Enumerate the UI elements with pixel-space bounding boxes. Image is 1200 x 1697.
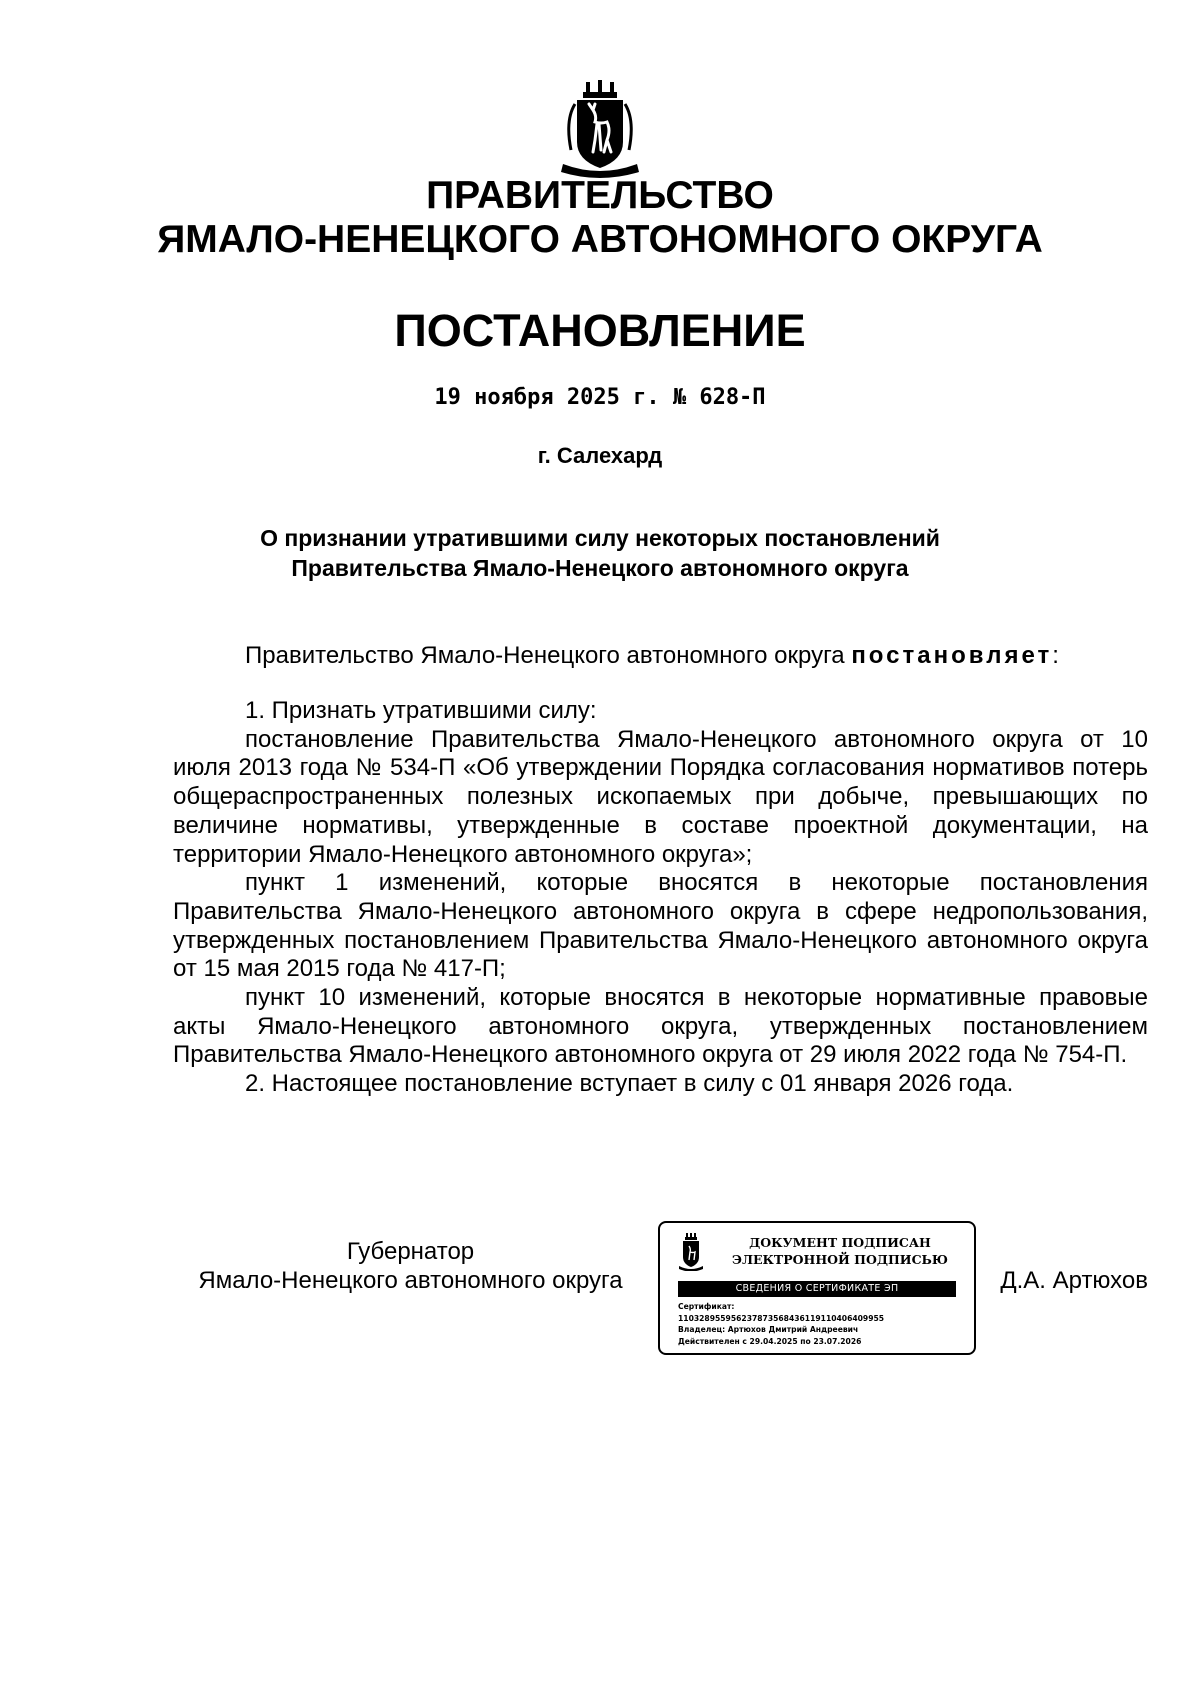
- decree-item: 1. Признать утратившими силу:: [245, 697, 597, 724]
- preamble: [173, 642, 1148, 671]
- decree-items: [173, 697, 1148, 1099]
- stamp-emblem-icon: [678, 1233, 704, 1271]
- certificate-validity: Действителен с 29.04.2025 по 23.07.2026: [678, 1336, 862, 1346]
- subject-line-1: О признании утратившими силу некоторых постановлений: [260, 525, 940, 551]
- government-title-line2: ЯМАЛО-НЕНЕЦКОГО АВТОНОМНОГО ОКРУГА: [157, 218, 1043, 261]
- document-subject: [0, 523, 1200, 583]
- subject-line-2: Правительства Ямало-Ненецкого автономного округа: [291, 555, 909, 581]
- document-type: ПОСТАНОВЛЕНИЕ: [394, 305, 806, 356]
- e-signature-stamp: [658, 1221, 976, 1355]
- certificate-number: 110328955956237873568436119110406409955: [678, 1313, 885, 1323]
- certificate-info-bar: СВЕДЕНИЯ О СЕРТИФИКАТЕ ЭП: [678, 1281, 956, 1297]
- signatory-position-line1: Губернатор: [346, 1238, 475, 1265]
- certificate-owner: Владелец: Артюхов Дмитрий Андреевич: [678, 1325, 859, 1334]
- stamp-title: [720, 1234, 960, 1268]
- signatory-position-line2: Ямало-Ненецкого автономного округа: [198, 1267, 623, 1294]
- decree-item: пункт 10 изменений, которые вносятся в некоторые нормативные правовые акты Ямало-Ненецкого автономного округа, утвержденных постановлением Правительства Ямало-Ненецкого автономного округа от 29 июля 2022 года № 754-П.: [173, 984, 1148, 1069]
- decree-item: 2. Настоящее постановление вступает в силу с 01 января 2026 года.: [245, 1070, 1014, 1098]
- coat-of-arms-icon: [555, 80, 645, 180]
- signatory-position: [173, 1237, 648, 1295]
- decree-item: пункт 1 изменений, которые вносятся в некоторые постановления Правительства Ямало-Ненецкого автономного округа в сфере недропользования, утвержденных постановлением Правительства Ямало-Ненецкого автономного округа от 15 мая 2015 года № 417-П;: [173, 869, 1148, 983]
- signature-block: [173, 1237, 1148, 1377]
- document-city: г. Салехард: [537, 443, 663, 468]
- certificate-label: Сертификат:: [678, 1302, 735, 1311]
- government-title-line1: ПРАВИТЕЛЬСТВО: [426, 174, 774, 217]
- decree-item: постановление Правительства Ямало-Ненецкого автономного округа от 10 июля 2013 года № 534-П «Об утверждении Порядка согласования нормативов потерь общераспространенных полезных ископаемых при добыче, превышающих по величине нормативы, утвержденные в составе проектной документации, на территории Ямало-Ненецкого автономного округа»;: [173, 725, 1148, 868]
- stamp-title-line2: ЭЛЕКТРОННОЙ ПОДПИСЬЮ: [732, 1252, 948, 1267]
- preamble-text: Правительство Ямало-Ненецкого автономного округа: [245, 642, 852, 669]
- signatory-name: Д.А. Артюхов: [1000, 1267, 1148, 1294]
- document-date-number: 19 ноября 2025 г. № 628-П: [434, 385, 766, 410]
- certificate-details: [678, 1301, 963, 1347]
- preamble-suffix: :: [1052, 642, 1059, 669]
- stamp-title-line1: ДОКУМЕНТ ПОДПИСАН: [749, 1235, 931, 1250]
- preamble-emphasis: постановляет: [851, 642, 1053, 669]
